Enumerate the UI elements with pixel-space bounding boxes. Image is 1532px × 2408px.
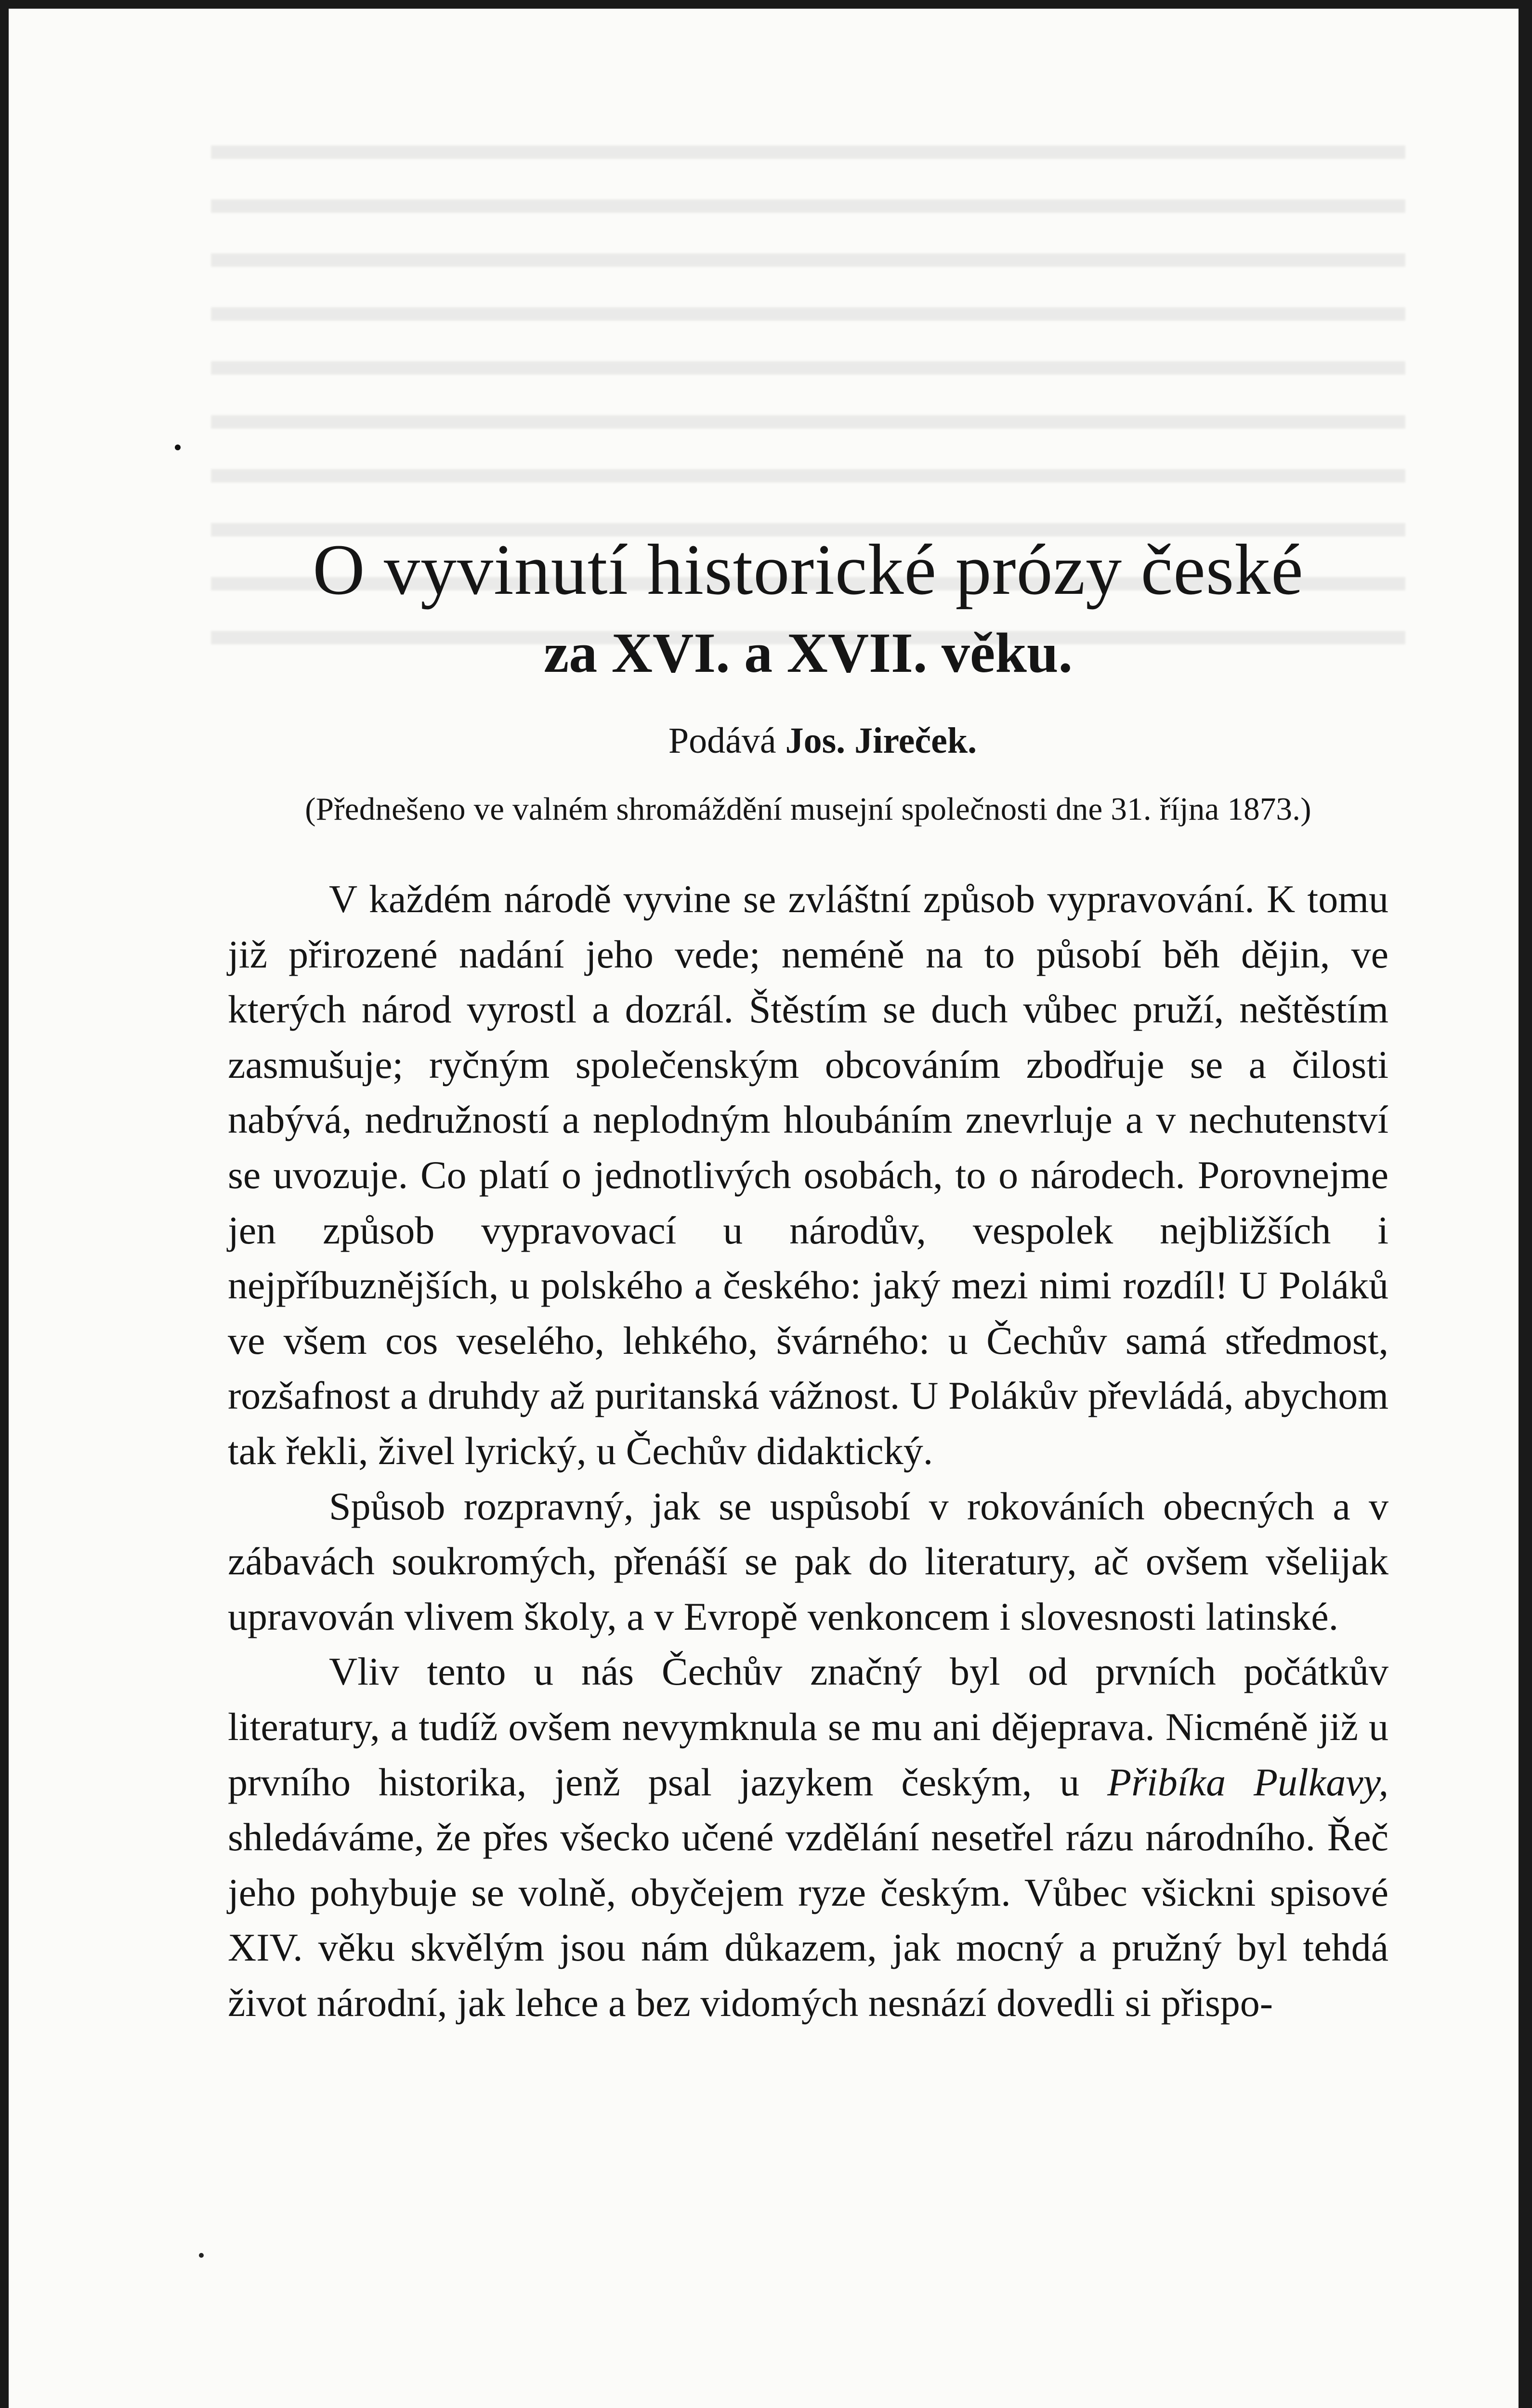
article-title: O vyvinutí historické prózy české bbox=[313, 530, 1304, 610]
paragraph-2: Spůsob rozpravný, jak se uspůsobí v rokováních obecných a v zábavách soukromých, přenáší se pak do literatury, ač ovšem všelijak upravován vlivem školy, a v Evropě venkoncem i slovesnosti latinské. bbox=[228, 1484, 1388, 1638]
lecture-note: (Přednešeno ve valném shromáždění musejní společnosti dne 31. října 1873.) bbox=[305, 791, 1311, 827]
paragraph-1: V každém národě vyvine se zvláštní způsob vypravování. K tomu již přirozené nadání jeho vede; neméně na to působí běh dějin, ve kterých národ vyrostl a dozrál. Štěstím se duch vůbec pruží, neštěstím zasmušuje; ryčným společenským obcováním zbodřuje se a čilosti nabývá, nedružností a neplodným hloubáním znevrluje a v nechutenství se uvozuje. Co platí o jednotlivých osobách, to o národech. Porovnejme jen způsob vypravovací u národův, vespolek nejbližších i nejpříbuznějších, u polského a českého: jaký mezi nimi rozdíl! U Poláků ve všem cos veselého, lehkého, švárného: u Čechův samá středmost, rozšafnost a druhdy až puritanská vážnost. U Polákův převládá, abychom tak řekli, živel lyrický, u Čechův didaktický. bbox=[228, 877, 1388, 1473]
byline-prefix: Podává bbox=[668, 720, 776, 761]
paragraph-3 bbox=[228, 1644, 1388, 2030]
scanned-page bbox=[9, 9, 1519, 2408]
article bbox=[228, 529, 1388, 2030]
author-reference: Přibíka Pulkavy, bbox=[1107, 1760, 1388, 1804]
ink-speck-bottom bbox=[199, 2253, 204, 2258]
byline bbox=[257, 718, 1388, 764]
paragraph-3-end: shledáváme, že přes všecko učené vzdělání nesetřel rázu národního. Řeč jeho pohybuje se volně, obyčejem ryze českým. Vůbec všickni spisové XIV. věku skvělým jsou nám důkazem, jak mocný a pružný byl tehdá život národní, jak lehce a bez vidomých nesnází dovedli si přispo- bbox=[228, 1815, 1388, 2025]
article-subtitle: za XVI. a XVII. věku. bbox=[543, 621, 1073, 684]
author-name: Jos. Jireček. bbox=[785, 720, 977, 761]
paragraph-3-start: Vliv tento u nás Čechův značný byl od prvních počátkův literatury, a tudíž ovšem nevymknula se mu ani dějeprava. Nicméně již u prvního historika, jenž psal jazykem českým, u bbox=[228, 1649, 1388, 1804]
ink-speck bbox=[175, 445, 181, 450]
